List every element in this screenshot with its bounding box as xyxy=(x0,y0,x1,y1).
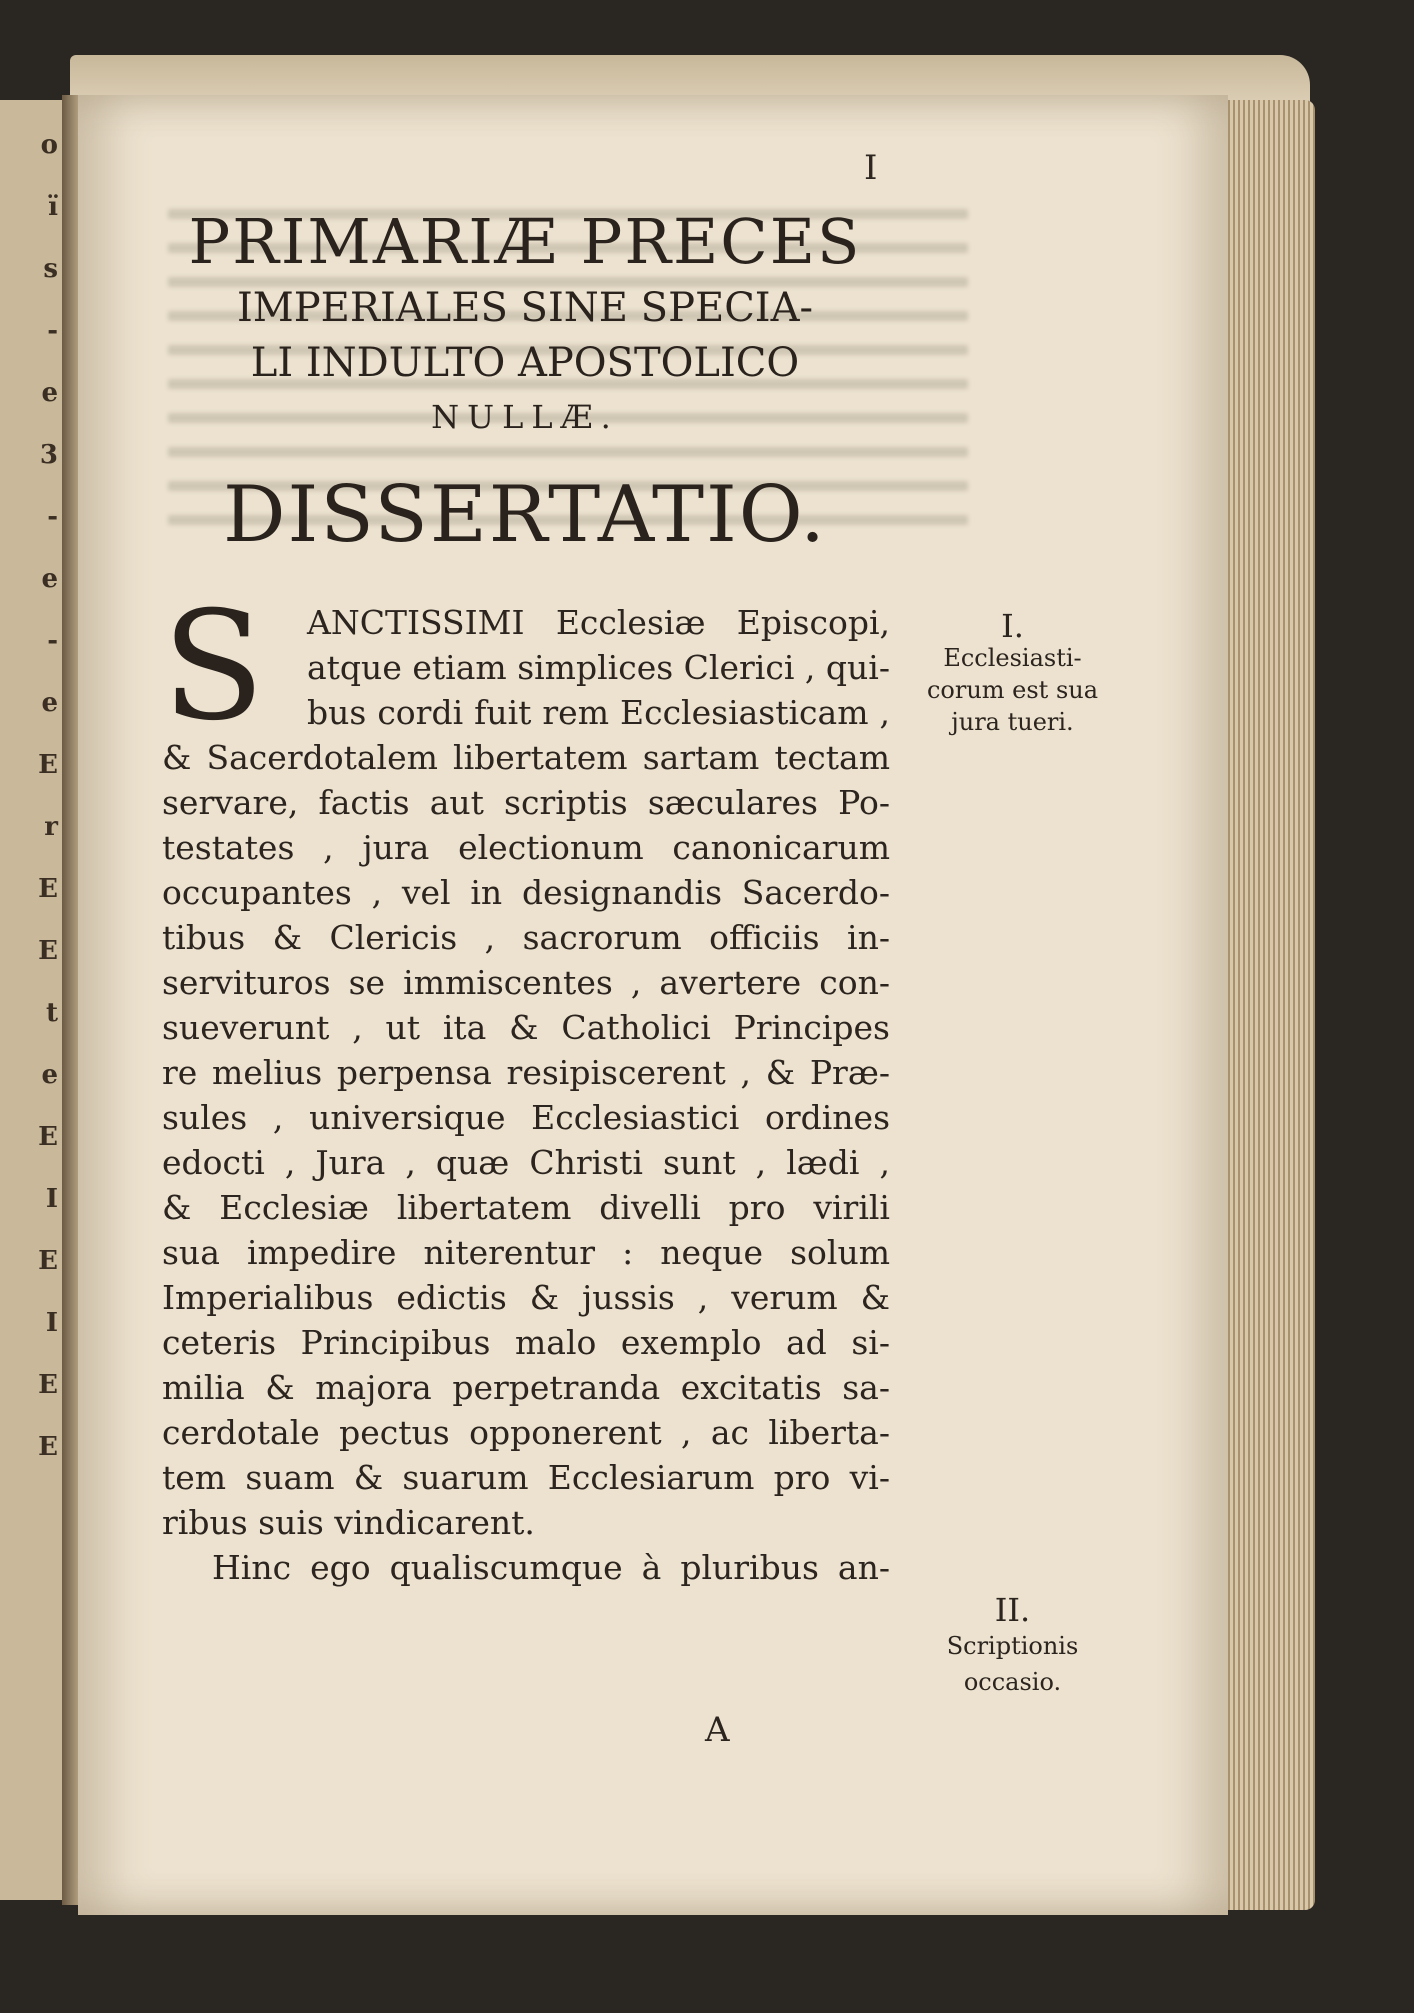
title-line-1: PRIMARIÆ PRECES xyxy=(188,205,862,278)
body-text xyxy=(162,580,890,1590)
body-line: sules , universique Ecclesiastici ordines xyxy=(162,1098,890,1137)
left-page-char: t xyxy=(45,998,58,1028)
body-line: occupantes , vel in designandis Sacerdo- xyxy=(162,873,890,912)
margin-note-line: Scriptionis xyxy=(946,1632,1079,1660)
left-page-char: - xyxy=(47,502,58,532)
left-page-char: E xyxy=(38,1246,58,1276)
left-page-char: E xyxy=(38,1432,58,1462)
left-page-char: - xyxy=(47,626,58,656)
margin-note-line: corum est sua xyxy=(926,676,1099,704)
body-line: sua impedire niterentur : neque solum xyxy=(162,1233,890,1272)
title-line-2: IMPERIALES SINE SPECIA- xyxy=(237,285,813,331)
left-page-char: I xyxy=(45,1184,58,1214)
body-line: edocti , Jura , quæ Christi sunt , lædi , xyxy=(162,1143,890,1182)
page-block-edges xyxy=(1225,100,1315,1910)
margin-note-line: jura tueri. xyxy=(951,708,1074,736)
body-line: servituros se immiscentes , avertere con- xyxy=(162,963,890,1002)
title-line-3: LI INDULTO APOSTOLICO xyxy=(250,340,800,386)
body-line: testates , jura electionum canonicarum xyxy=(162,828,890,867)
left-page-char: E xyxy=(38,936,58,966)
body-line: tibus & Clericis , sacrorum officiis in- xyxy=(162,918,890,957)
body-line: tem suam & suarum Ecclesiarum pro vi- xyxy=(162,1458,890,1497)
body-line: milia & majora perpetranda excitatis sa- xyxy=(162,1368,890,1407)
left-page-char: E xyxy=(38,750,58,780)
left-page-char: E xyxy=(38,1122,58,1152)
left-page-char: e xyxy=(41,1060,58,1090)
left-page-char: I xyxy=(45,1308,58,1338)
left-page-char: e xyxy=(41,378,58,408)
left-page-char: ï xyxy=(48,192,58,222)
body-line: bus cordi fuit rem Ecclesiasticam , xyxy=(307,693,890,732)
left-page-char: E xyxy=(38,874,58,904)
body-line: Imperialibus edictis & jussis , verum & xyxy=(162,1278,890,1317)
left-page-char: o xyxy=(40,130,58,160)
catchword: A xyxy=(705,1710,730,1750)
body-line: ANCTISSIMI Ecclesiæ Episcopi, xyxy=(307,603,890,642)
body-line: ceteris Principibus malo exemplo ad si- xyxy=(162,1323,890,1362)
body-line: cerdotale pectus opponerent , ac liberta- xyxy=(162,1413,890,1452)
left-page-char: - xyxy=(47,316,58,346)
body-line: & Sacerdotalem libertatem sartam tectam xyxy=(162,738,890,777)
left-page-char: r xyxy=(44,812,58,842)
folio-number: I xyxy=(864,148,878,188)
body-line: Hinc ego qualiscumque à pluribus an- xyxy=(212,1548,890,1587)
section-heading: DISSERTATIO. xyxy=(223,470,827,560)
margin-note-2 xyxy=(905,1592,1120,1700)
margin-note-line: occasio. xyxy=(963,1668,1062,1696)
left-page-char: e xyxy=(41,564,58,594)
left-page-char: e xyxy=(41,688,58,718)
body-line: re melius perpensa resipiscerent , & Præ- xyxy=(162,1053,890,1092)
body-line: atque etiam simplices Clerici , qui- xyxy=(307,648,890,687)
body-line: & Ecclesiæ libertatem divelli pro virili xyxy=(162,1188,890,1227)
body-line: ribus suis vindicarent. xyxy=(162,1503,535,1542)
margin-note-line: Ecclesiasti- xyxy=(943,644,1082,672)
left-page-char: E xyxy=(38,1370,58,1400)
drop-capital: S xyxy=(162,580,265,754)
left-page-char: s xyxy=(43,254,58,284)
title-line-4: NULLÆ. xyxy=(431,398,619,436)
left-page-char: 3 xyxy=(39,440,58,470)
margin-note-1 xyxy=(905,607,1120,738)
body-line: sueverunt , ut ita & Catholici Principes xyxy=(162,1008,890,1047)
margin-note-number: I. xyxy=(1001,607,1024,645)
left-page-edge xyxy=(0,100,65,1900)
body-line: servare, factis aut scriptis sæculares Po- xyxy=(162,783,890,822)
margin-note-number: II. xyxy=(994,1591,1031,1629)
